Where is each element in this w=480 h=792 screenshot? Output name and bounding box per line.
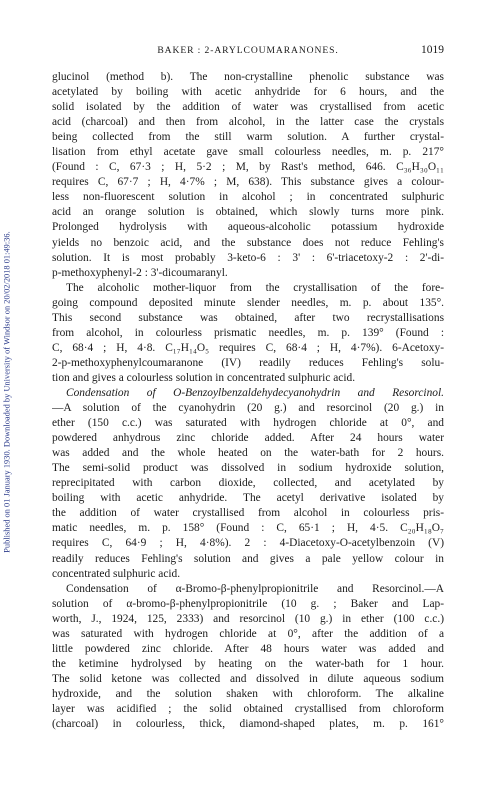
text-line: ether (150 c.c.) was saturated with hydrogen chloride at 0°, and [52, 417, 444, 430]
text-line: This second substance was obtained, after two recrystallisations [52, 311, 444, 324]
text-line: The alcoholic mother-liquor from the crystallisation of the fore- [66, 281, 444, 294]
text-line: The solid ketone was collected and dissolved in dilute aqueous sodium [52, 672, 444, 685]
text-line: Condensation of α-Bromo-β-phenylpropionitrile and Resorcinol.—A [66, 582, 444, 595]
text-line: requires C, 67·7 ; H, 4·7% ; M, 638). This substance gives a colour- [52, 176, 444, 189]
text-line: requires C, 64·9 ; H, 4·8%). 2 : 4-Diacetoxy-O-acetylbenzoin (V) [52, 537, 444, 550]
text-line: acetylated by boiling with acetic anhydride for 6 hours, and the [52, 86, 444, 99]
text-line: worth, J., 1924, 125, 2333) and resorcinol (10 g.) in ether (100 c.c.) [52, 612, 444, 625]
text-line: the addition of water crystallised from alcohol in colourless pris- [52, 507, 444, 520]
text-line: was saturated with hydrogen chloride at 0°, after the addition of a [52, 627, 444, 640]
page-number: 1019 [421, 44, 444, 56]
text-line: Condensation of O-Benzoylbenzaldehydecyanohydrin and Resorcinol. [66, 386, 444, 399]
text-line: p-methoxyphenyl-2 : 3'-dicoumaranyl. [52, 266, 228, 279]
text-line: concentrated sulphuric acid. [52, 567, 181, 580]
body-text [52, 70, 444, 732]
text-line: less non-fluorescent solution in alcohol ; in concentrated sulphuric [52, 191, 444, 204]
text-line: solid isolated by the addition of water was crystallised from acetic [52, 101, 444, 114]
text-line: (Found : C, 67·3 ; H, 5·2 ; M, by Rast's method, 646. C₃₆H₃₀O₁₁ [52, 161, 444, 174]
text-line: hydroxide, and the solution shaken with chloroform. The alkaline [52, 687, 444, 700]
text-line: (charcoal) in colourless, thick, diamond-shaped plates, m. p. 161° [52, 718, 444, 731]
text-line: readily reduces Fehling's solution and gives a pale yellow colour in [52, 552, 444, 565]
text-line: solution. It is most probably 3-keto-6 : 3' : 6'-triacetoxy-2 : 2'-di- [52, 251, 444, 264]
text-line: Prolonged hydrolysis with aqueous-alcoholic potassium hydroxide [52, 221, 444, 234]
download-watermark [0, 0, 14, 792]
text-line: boiling with acetic anhydride. The acetyl derivative isolated by [52, 492, 444, 505]
text-line: from alcohol, in colourless prismatic needles, m. p. 139° (Found : [52, 326, 444, 339]
page-header [52, 44, 444, 58]
text-line: little powdered zinc chloride. After 48 hours water was added and [52, 642, 444, 655]
text-line: solution of α-bromo-β-phenylpropionitrile (10 g. ; Baker and Lap- [52, 597, 444, 610]
text-line: the ketimine hydrolysed by heating on the water-bath for 1 hour. [52, 657, 444, 670]
text-line: going compound deposited minute slender needles, m. p. about 135°. [52, 296, 444, 309]
text-line: layer was acidified ; the solid obtained crystallised from chloroform [52, 702, 444, 715]
text-line: glucinol (method b). The non-crystalline phenolic substance was [52, 71, 444, 83]
download-watermark-text: Published on 01 January 1930. Downloaded by University of Windsor on 20/02/2018 01:49:36. [2, 231, 12, 553]
text-line: 2-p-methoxyphenylcoumaranone (IV) readily reduces Fehling's solu- [52, 356, 444, 369]
text-line: lisation from ethyl acetate gave small colourless needles, m. p. 217° [52, 146, 444, 159]
text-line: acid (charcoal) and then from alcohol, in the latter case the crystals [52, 116, 444, 129]
text-line: The semi-solid product was dissolved in sodium hydroxide solution, [52, 462, 444, 475]
text-line: C, 68·4 ; H, 4·8. C₁₇H₁₄O₅ requires C, 68·4 ; H, 4·7%). 6-Acetoxy- [52, 341, 444, 354]
text-line: —A solution of the cyanohydrin (20 g.) and resorcinol (20 g.) in [52, 402, 444, 415]
text-line: yields no benzoic acid, and the substance does not reduce Fehling's [52, 236, 444, 249]
text-line: acid an orange solution is obtained, which slowly turns more pink. [52, 206, 444, 219]
text-line: powdered anhydrous zinc chloride added. After 24 hours water [52, 432, 444, 445]
text-line: being collected from the still warm solution. A further crystal- [52, 131, 444, 144]
text-line: matic needles, m. p. 158° (Found : C, 65·1 ; H, 4·5. C₂₀H₁₈O₇ [52, 522, 444, 535]
text-line: was added and the whole heated on the water-bath for 2 hours. [52, 447, 444, 460]
text-line: tion and gives a colourless solution in concentrated sulphuric acid. [52, 371, 356, 384]
text-line: reprecipitated with carbon dioxide, collected, and acetylated by [52, 477, 444, 490]
running-head: BAKER : 2-ARYLCOUMARANONES. [157, 45, 339, 56]
